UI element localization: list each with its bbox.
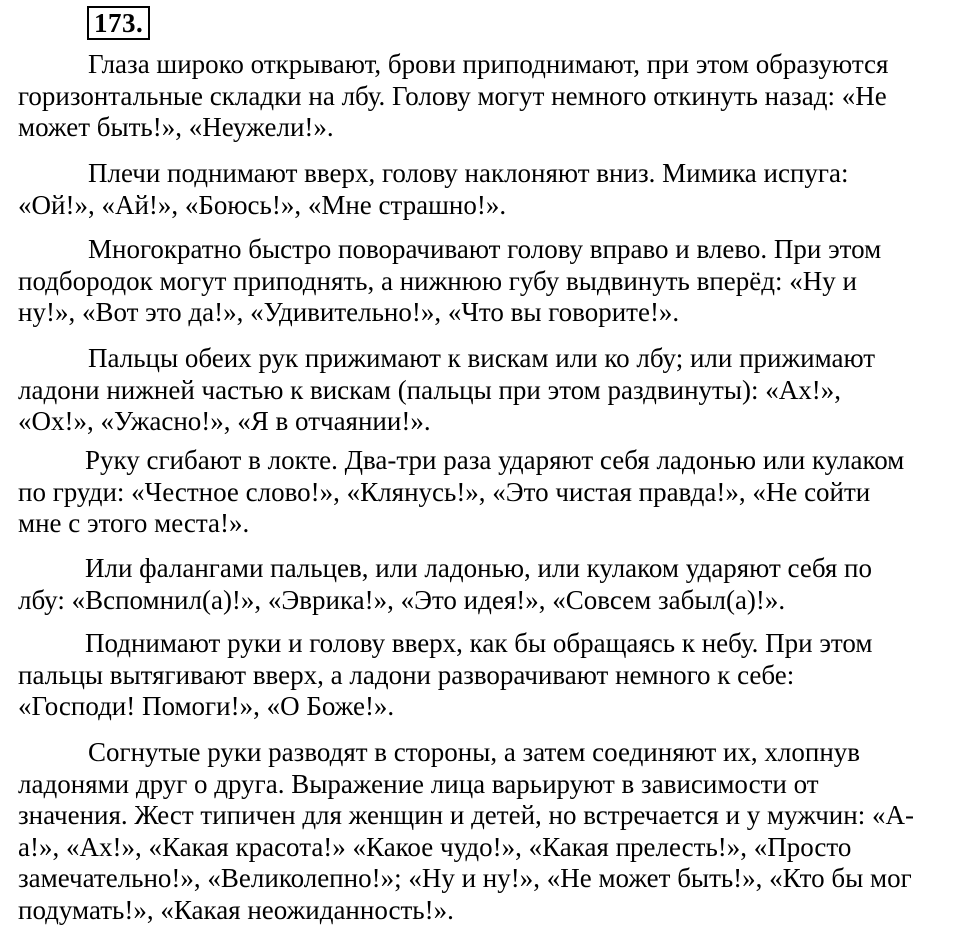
text-line: мне с этого места!». [18,508,250,538]
text-line: ну!», «Вот это да!», «Удивительно!», «Что вы говорите!». [18,297,680,327]
paragraph-1 [18,49,948,144]
paragraph-4 [18,343,948,438]
text-line: лбу: «Вспомнил(а)!», «Эврика!», «Это идея!», «Совсем забыл(а)!». [18,584,786,615]
text-line: Руку сгибают в локте. Два-три раза ударяют себя ладонью или кулаком [85,445,905,475]
paragraph-7 [18,628,948,723]
text-line: подумать!», «Какая неожиданность!». [18,894,454,925]
text-line: пальцы вытягивают вверх, а ладони разворачивают немного к себе: [18,659,795,690]
text-line: Плечи поднимают вверх, голову наклоняют вниз. Мимика испуга: [88,158,849,188]
text-line: Или фалангами пальцев, или ладонью, или кулаком ударяют себя по [85,553,873,583]
text-line: а!», «Ах!», «Какая красота!» «Какое чудо!», «Какая прелесть!», «Просто [18,831,852,862]
paragraph-3 [18,234,948,329]
text-line: Поднимают руки и голову вверх, как бы обращаясь к небу. При этом [85,628,873,658]
text-line: замечательно!», «Великолепно!»; «Ну и ну!», «Не может быть!», «Кто бы мог [18,863,912,893]
text-line: горизонтальные складки на лбу. Голову могут немного откинуть назад: «Не [18,80,887,111]
text-line: Пальцы обеих рук прижимают к вискам или ко лбу; или прижимают [88,343,876,373]
text-line: «Ой!», «Ай!», «Боюсь!», «Мне страшно!». [18,189,507,220]
text-line: ладонями друг о друга. Выражение лица варьируют в зависимости от [18,768,819,799]
text-line: Многократно быстро поворачивают голову вправо и влево. При этом [88,234,882,264]
paragraph-2 [18,158,948,221]
text-line: Согнутые руки разводят в стороны, а затем соединяют их, хлопнув [88,737,861,767]
text-line: может быть!», «Неужели!». [18,112,334,142]
paragraph-5 [18,445,948,540]
exercise-number: 173. [87,6,150,40]
paragraph-6 [18,553,948,616]
text-line: по груди: «Честное слово!», «Клянусь!», «Это чистая правда!», «Не сойти [18,476,871,507]
text-line: ладони нижней частью к вискам (пальцы при этом раздвинуты): «Ах!», [18,374,841,405]
text-line: «Ох!», «Ужасно!», «Я в отчаянии!». [18,406,431,436]
text-line: значения. Жест типичен для женщин и детей, но встречается и у мужчин: «А- [18,800,914,830]
text-line: подбородок могут приподнять, а нижнюю губу выдвинуть вперёд: «Ну и [18,265,857,296]
paragraph-8 [18,737,948,926]
text-line: Глаза широко открывают, брови приподнимают, при этом образуются [88,49,889,79]
text-line: «Господи! Помоги!», «О Боже!». [18,691,395,721]
